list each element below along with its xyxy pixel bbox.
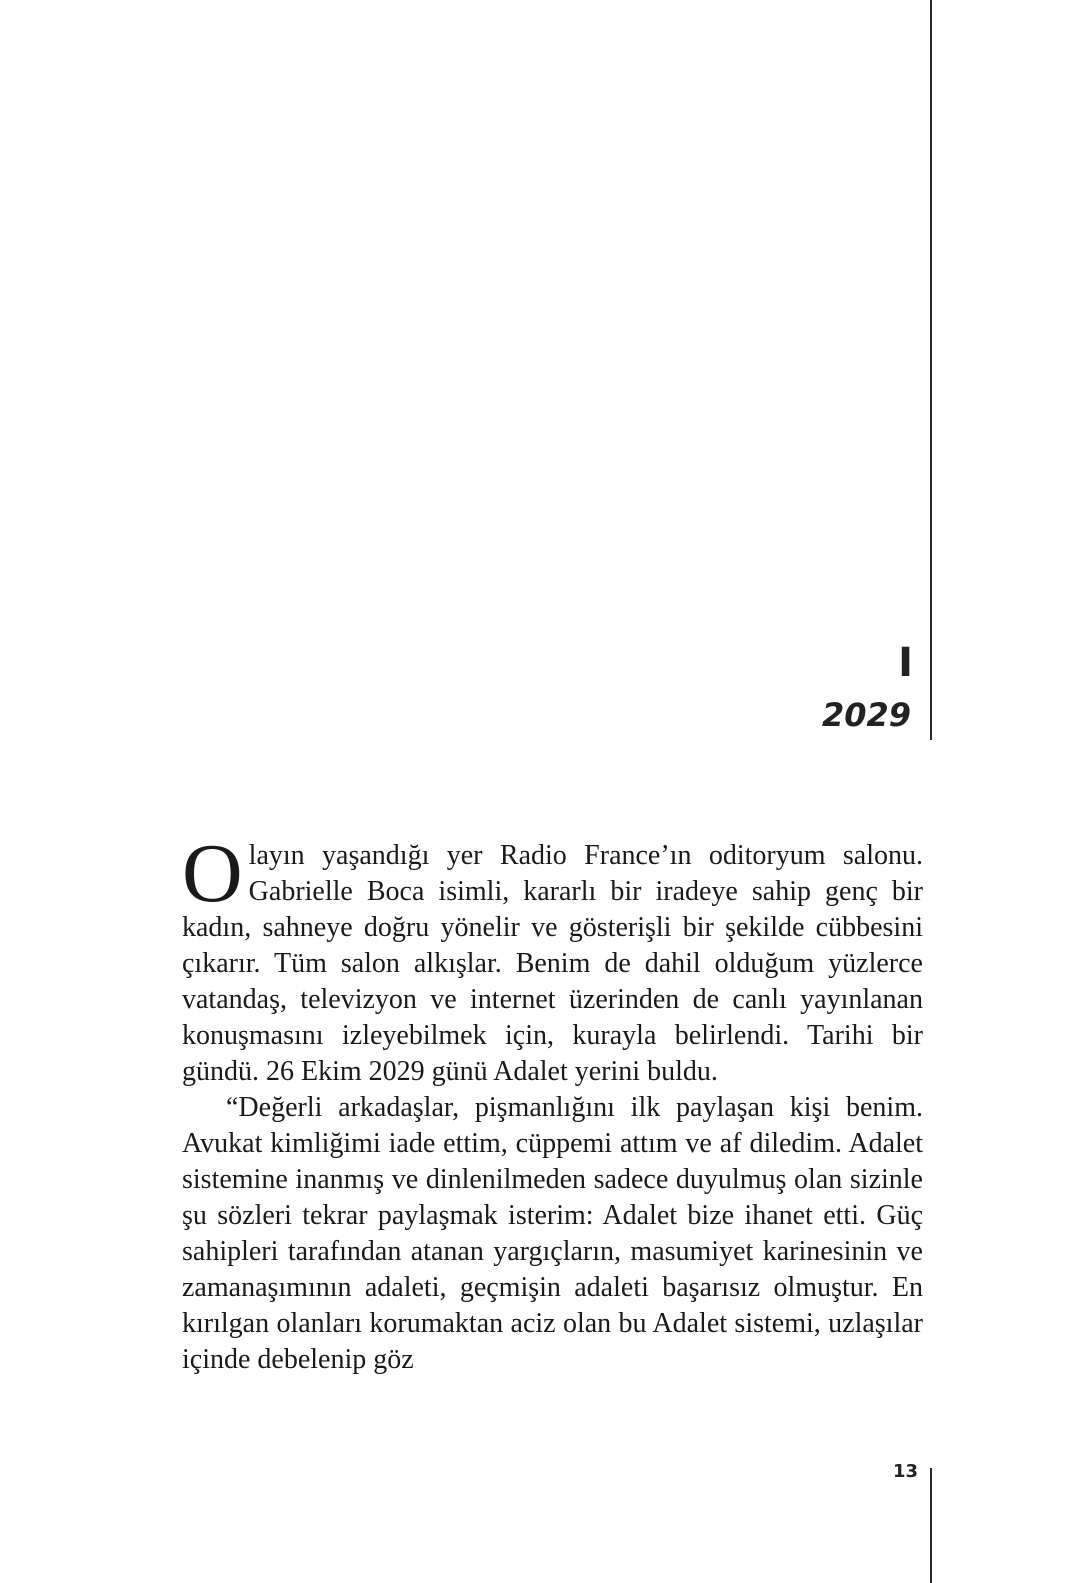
body-text [182,827,923,1378]
vertical-rule-top [930,0,932,740]
paragraph-2: “Değerli arkadaşlar, pişmanlığını ilk paylaşan kişi benim. Avukat kimliğimi iade ettim, cüppemi attım ve af diledim. Adalet sistemine inanmış ve dinlenilmeden sadece duyulmuş olan sizinle şu sözleri tekrar paylaşmak isterim: Adalet bize ihanet etti. Güç sahipleri tarafından atanan yargıçların, masumiyet karinesinin ve zamanaşımının adaleti, geçmişin adaleti başarısız olmuştur. En kırılgan olanları korumaktan aciz olan bu Adalet sistemi, uzlaşılar içinde debelenip göz [182,1092,923,1375]
drop-cap: O [182,827,243,920]
paragraph-1-text: layın yaşandığı yer Radio France’ın oditoryum salonu. Gabrielle Boca isimli, kararlı bir iradeye sahip genç bir kadın, sahneye doğru yönelir ve gösterişli bir şekilde cübbesini çıkarır. Tüm salon alkışlar. Benim de dahil olduğum yüzlerce vatandaş, televizyon ve internet üzerinden de canlı yayınlanan konuşmasını izleyebilmek için, kurayla belirlendi. Tarihi bir gündü. 26 Ekim 2029 günü Adalet yerini buldu. [182,840,923,1087]
paragraph-1 [182,827,923,1090]
chapter-title-year: 2029 [821,696,911,734]
page-number: 13 [892,1461,918,1482]
vertical-rule-bottom [930,1468,932,1583]
chapter-number: I [898,640,913,686]
